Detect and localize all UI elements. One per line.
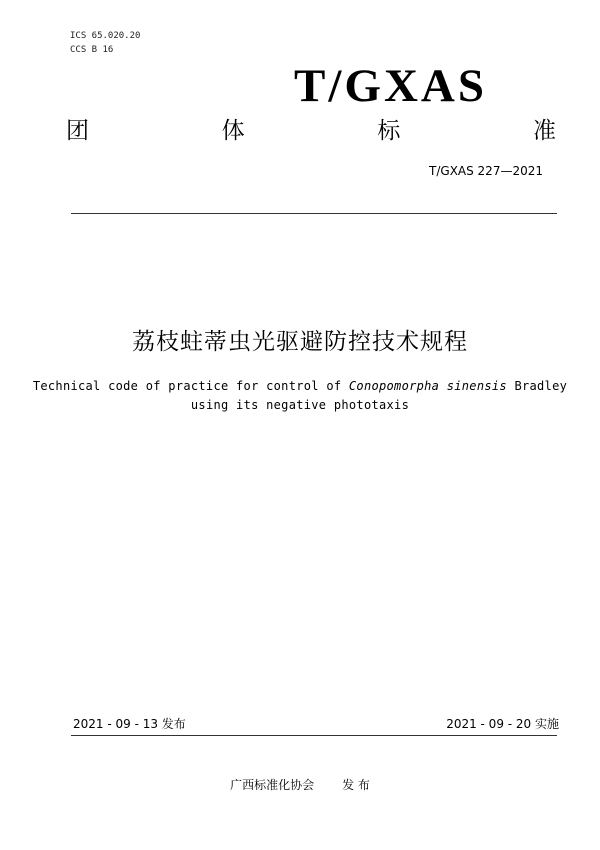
classification-codes <box>70 29 140 57</box>
standard-type-char: 团 <box>66 118 89 144</box>
ics-code: ICS 65.020.20 <box>70 31 141 41</box>
standard-number: T/GXAS 227—2021 <box>429 164 543 178</box>
title-english-part2: Bradley <box>506 379 568 393</box>
header-divider <box>71 213 557 214</box>
species-name: Conopomorpha sinensis <box>348 379 507 393</box>
title-english-part1: Technical code of practice for control of <box>32 379 349 393</box>
footer-divider <box>71 735 557 736</box>
implement-date: 2021 - 09 - 20 实施 <box>446 717 559 731</box>
publisher-action: 发 布 <box>342 778 370 792</box>
standard-type-char: 标 <box>377 118 401 144</box>
publisher <box>0 776 600 794</box>
standard-type <box>66 114 556 148</box>
standard-type-char: 体 <box>221 118 245 144</box>
title-english-line1 <box>30 377 570 396</box>
issue-date: 2021 - 09 - 13 发布 <box>73 717 186 731</box>
standard-type-char: 准 <box>532 118 556 144</box>
publisher-org: 广西标准化协会 <box>230 778 315 792</box>
title-english-line2: using its negative phototaxis <box>190 398 410 412</box>
ccs-code: CCS B 16 <box>70 45 114 55</box>
standard-logo: T/GXAS <box>294 60 487 112</box>
title-chinese: 荔枝蛀蒂虫光驱避防控技术规程 <box>132 329 468 355</box>
title-english <box>30 377 570 415</box>
